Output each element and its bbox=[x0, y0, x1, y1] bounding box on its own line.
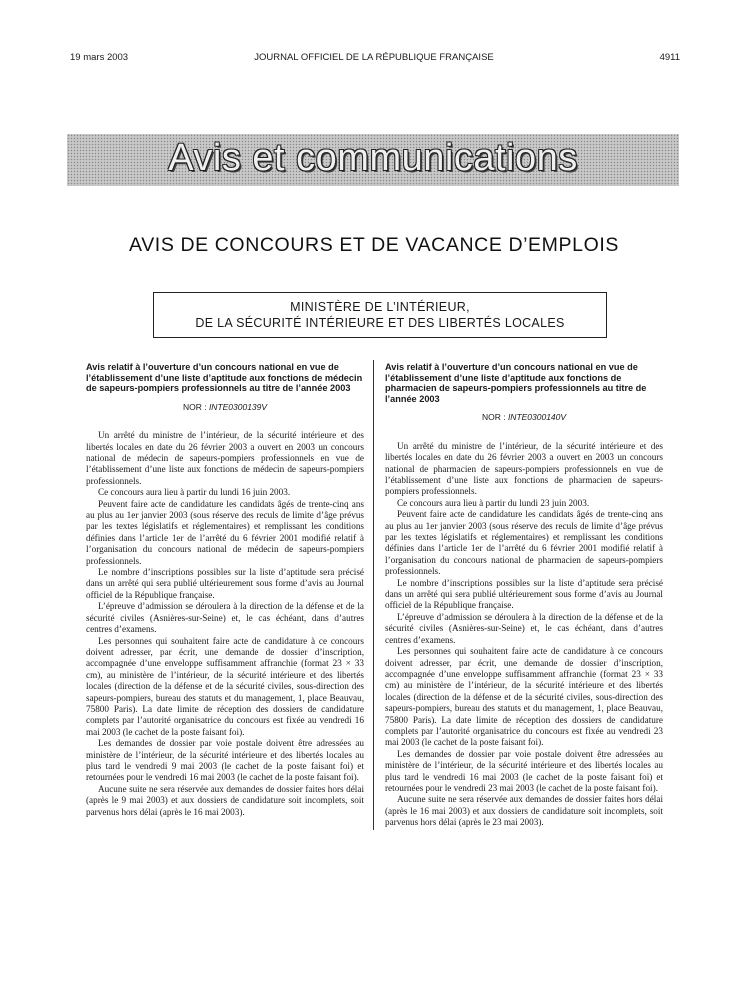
nor-code: INTE0300140V bbox=[507, 412, 567, 423]
ministry-line-1: MINISTÈRE DE L’INTÉRIEUR, bbox=[290, 300, 470, 314]
body-paragraph: Peuvent faire acte de candidature les candidats âgés de trente-cinq ans au plus au 1er janvier 2003 (sous réserve des reculs de limite d’âge prévus par les textes législatifs et réglementaires) et remplissant les conditions définies dans l’article 1er de l’arrêté du 6 février 2001 modifié relatif à l’organisation du concours national de pharmacien de sapeurs-pompiers professionnels. bbox=[385, 509, 663, 577]
body-paragraph: Les personnes qui souhaitent faire acte de candidature à ce concours doivent adresser, par écrit, une demande de dossier d’inscription, accompagnée d’une enveloppe suffisamment affranchie (format 23 × 33 cm), au ministère de l’intérieur, de la sécurité intérieure et des libertés locales (direction de la défense et de la sécurité civiles, sous-direction des sapeurs-pompiers, bureau des statuts et du management, 1, place Beauvau, 75800 Paris). La date limite de réception des dossiers de candidature complets par l’autorité organisatrice du concours est fixée au vendredi 16 mai 2003 (le cachet de la poste faisant foi). bbox=[86, 635, 364, 737]
nor-code: INTE0300139V bbox=[208, 401, 268, 412]
page-header bbox=[0, 52, 748, 66]
notice-left bbox=[86, 362, 364, 818]
ministry-box bbox=[153, 292, 607, 338]
body-paragraph: Les personnes qui souhaitent faire acte de candidature à ce concours doivent adresser, par écrit, une demande de dossier d’inscription, accompagnée d’une enveloppe suffisamment affranchie (format 23 × 33 cm) au ministère de l’intérieur, de la sécurité intérieure et des libertés locales (direction de la défense et de la sécurité civiles, sous-direction des sapeurs-pompiers, bureau des statuts et du management, 1, place Beauvau, 75800 Paris). La date limite de réception des dossiers de candidature complets par l’autorité organisatrice du concours est fixée au vendredi 23 mai 2003 (le cachet de la poste faisant foi). bbox=[385, 646, 663, 748]
journal-name: JOURNAL OFFICIEL DE LA RÉPUBLIQUE FRANÇAISE bbox=[254, 52, 494, 63]
section-title: AVIS DE CONCOURS ET DE VACANCE D’EMPLOIS bbox=[129, 234, 619, 256]
banner-title: Avis et communications bbox=[168, 137, 578, 179]
nor-reference bbox=[86, 402, 364, 413]
nor-label: NOR : bbox=[481, 412, 506, 423]
body-paragraph: Les demandes de dossier par voie postale doivent être adressées au ministère de l’intérieur, de la sécurité intérieure et des libertés locales au plus tard le vendredi 9 mai 2003 (le cachet de la poste faisant foi) et retournées pour le vendredi 16 mai 2003 (le cachet de la poste faisant foi). bbox=[86, 738, 364, 783]
body-paragraph: L’épreuve d’admission se déroulera à la direction de la défense et de la sécurité civiles (Asnières-sur-Seine) et, le cas échéant, dans d’autres centres d’examens. bbox=[385, 611, 663, 645]
body-paragraph: Aucune suite ne sera réservée aux demandes de dossier faites hors délai (après le 9 mai 2003) et aux dossiers de candidature soit incomplets, soit parvenus hors délai (après le 16 mai 2003). bbox=[86, 783, 364, 817]
body-paragraph: L’épreuve d’admission se déroulera à la direction de la défense et de la sécurité civiles (Asnières-sur-Seine) et, le cas échéant, dans d’autres centres d’examens. bbox=[86, 601, 364, 635]
body-paragraph: Aucune suite ne sera réservée aux demandes de dossier faites hors délai (après le 16 mai 2003) et aux dossiers de candidature soit incomplets, soit parvenus hors délai (après le 23 mai 2003). bbox=[385, 794, 663, 828]
nor-reference bbox=[385, 412, 663, 423]
body-paragraph: Le nombre d’inscriptions possibles sur la liste d’aptitude sera précisé dans un arrêté qui sera publié ultérieurement sous forme d’avis au Journal officiel de la République française. bbox=[385, 577, 663, 611]
body-paragraph: Ce concours aura lieu à partir du lundi 16 juin 2003. bbox=[98, 487, 291, 498]
notice-right bbox=[385, 362, 663, 829]
body-paragraph: Un arrêté du ministre de l’intérieur, de la sécurité intérieure et des libertés locales en date du 26 février 2003 a ouvert en 2003 un concours national de médecin de sapeurs-pompiers professionnels en vue de l’établissement d’une liste aux fonctions de médecin de sapeurs-pompiers professionnels. bbox=[86, 430, 364, 486]
notice-title: Avis relatif à l’ouverture d’un concours national en vue de l’établissement d’une liste d’aptitude aux fonctions de médecin de sapeurs-pompiers professionnels au titre de l’année 2003 bbox=[86, 362, 363, 394]
notice-title: Avis relatif à l’ouverture d’un concours national en vue de l’établissement d’une liste d’aptitude aux fonctions de pharmacien de sapeurs-pompiers professionnels au titre de l’année 2003 bbox=[385, 362, 647, 404]
nor-label: NOR : bbox=[182, 401, 207, 412]
section-banner bbox=[67, 134, 679, 186]
column-divider bbox=[373, 360, 374, 830]
issue-date: 19 mars 2003 bbox=[70, 52, 129, 63]
body-paragraph: Ce concours aura lieu à partir du lundi 23 juin 2003. bbox=[397, 497, 590, 508]
body-paragraph: Les demandes de dossier par voie postale doivent être adressées au ministère de l’intérieur, de la sécurité intérieure et des libertés locales au plus tard le vendredi 16 mai 2003 (le cachet de la poste faisant foi) et retournées pour le vendredi 23 mai 2003 (le cachet de la poste faisant foi). bbox=[385, 748, 663, 793]
body-paragraph: Peuvent faire acte de candidature les candidats âgés de trente-cinq ans au plus au 1er janvier 2003 (sous réserve des reculs de limite d’âge prévus par les textes législatifs et réglementaires) et remplissant les conditions définies dans l’article 1er de l’arrêté du 6 février 2001 modifié relatif à l’organisation du concours national de médecin de sapeurs-pompiers professionnels. bbox=[86, 498, 364, 566]
page-number: 4911 bbox=[659, 52, 680, 63]
ministry-line-2: DE LA SÉCURITÉ INTÉRIEURE ET DES LIBERTÉS LOCALES bbox=[195, 316, 565, 330]
body-paragraph: Un arrêté du ministre de l’intérieur, de la sécurité intérieure et des libertés locales en date du 26 février 2003 a ouvert en 2003 un concours national de pharmacien de sapeurs-pompiers professionnels en vue de l’établissement d’une liste aux fonctions de pharmacien de sapeurs-pompiers professionnels. bbox=[385, 440, 663, 497]
body-paragraph: Le nombre d’inscriptions possibles sur la liste d’aptitude sera précisé dans un arrêté qui sera publié ultérieurement sous forme d’avis au Journal officiel de la République française. bbox=[86, 567, 364, 600]
